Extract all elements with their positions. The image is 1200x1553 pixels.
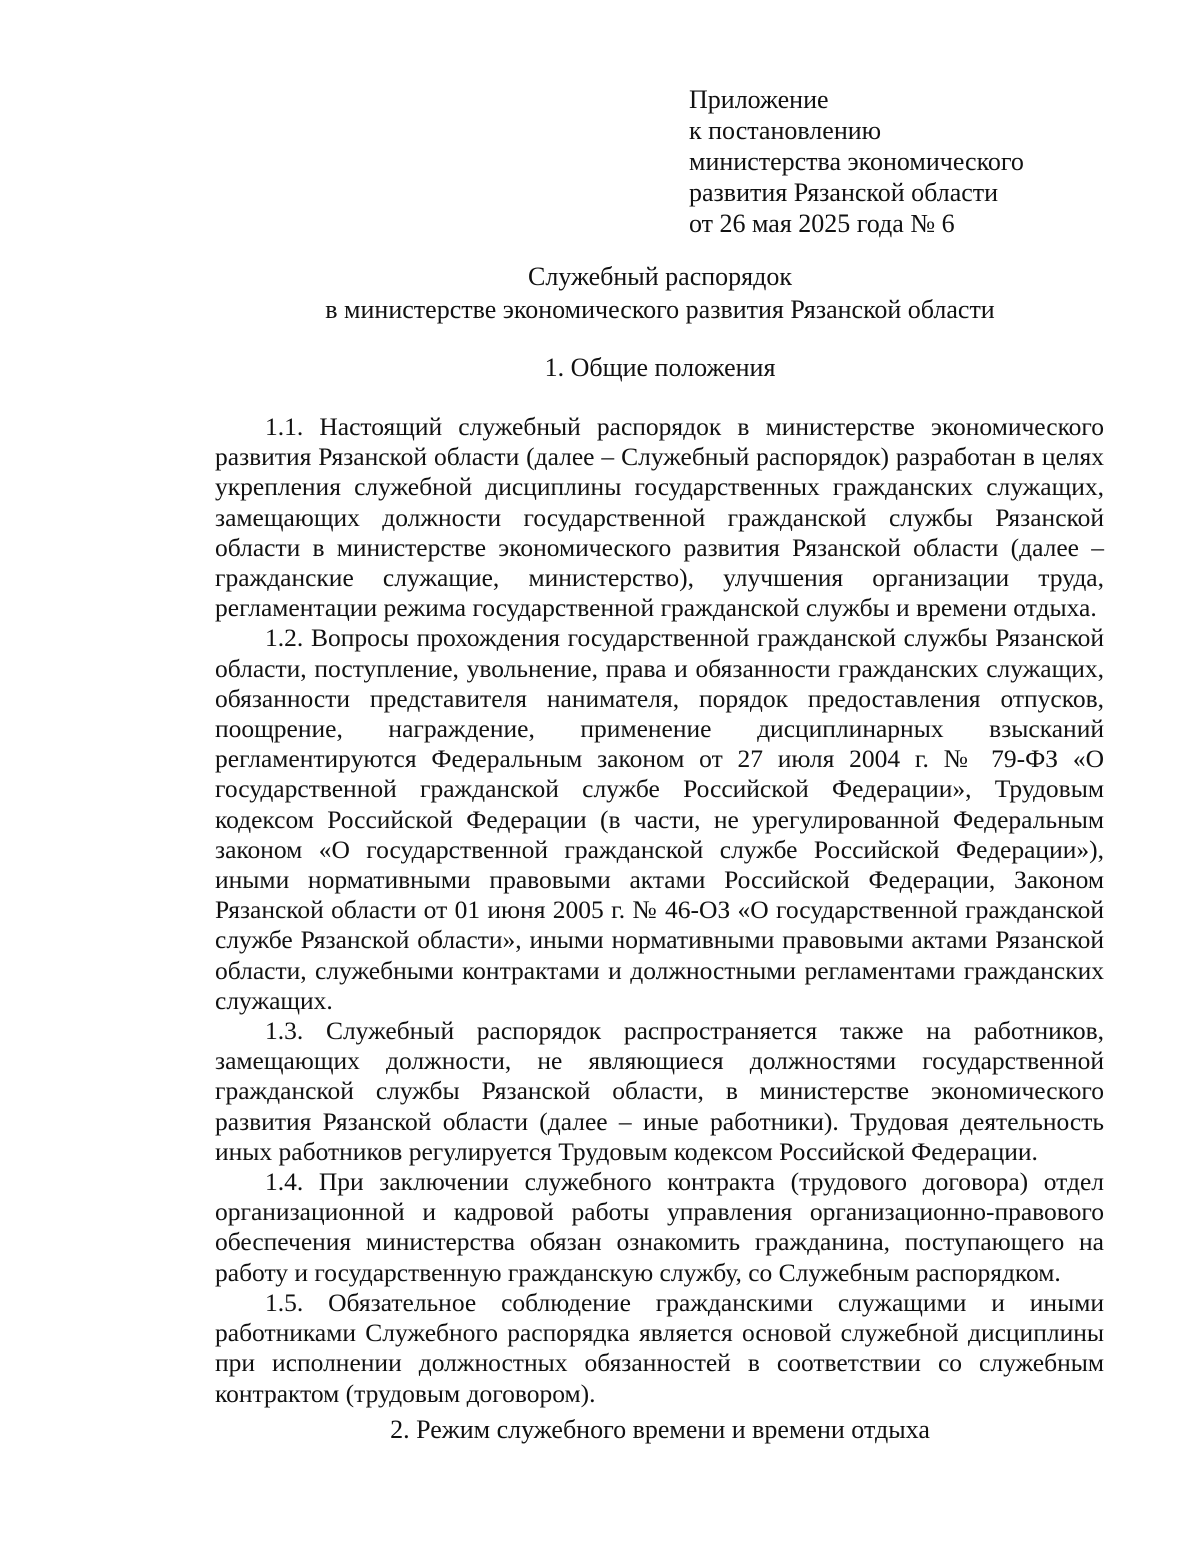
section-1-body <box>215 412 1104 1409</box>
section-2-heading: 2. Режим служебного времени и времени отдыха <box>390 1415 930 1444</box>
appendix-line: министерства экономического <box>689 147 1024 176</box>
paragraph-1-5: 1.5. Обязательное соблюдение гражданскими служащими и иными работниками Служебного распорядка является основой служебной дисциплины при исполнении должностных обязанностей в соответствии со служебным контрактом (трудовым договором). <box>215 1287 1104 1408</box>
section-1-heading: 1. Общие положения <box>544 353 776 382</box>
document-title: Служебный распорядок <box>528 262 792 291</box>
appendix-line: развития Рязанской области <box>689 178 999 207</box>
paragraph-1-3: 1.3. Служебный распорядок распространяется также на работников, замещающих должности, не являющиеся должностями государственной гражданской службы Рязанской области, в министерстве экономического развития Рязанской области (далее – иные работники). Трудовая деятельность иных работников регулируется Трудовым кодексом Российской Федерации. <box>215 1016 1104 1166</box>
appendix-line: от 26 мая 2025 года № 6 <box>689 209 955 238</box>
paragraph-1-2: 1.2. Вопросы прохождения государственной гражданской службы Рязанской области, поступление, увольнение, права и обязанности гражданских служащих, обязанности представителя нанимателя, порядок предоставления отпусков, поощрение, награждение, применение дисциплинарных взысканий регламентируются Федеральным законом от 27 июля 2004 г. № 79-ФЗ «О государственной гражданской службе Российской Федерации», Трудовым кодексом Российской Федерации (в части, не урегулированной Федеральным законом «О государственной гражданской службе Российской Федерации»), иными нормативными правовыми актами Российской Федерации, Законом Рязанской области от 01 июня 2005 г. № 46-ОЗ «О государственной гражданской службе Рязанской области», иными нормативными правовыми актами Рязанской области, служебными контрактами и должностными регламентами гражданских служащих. <box>215 623 1104 1015</box>
appendix-block <box>689 84 1024 239</box>
appendix-line: Приложение <box>689 85 829 114</box>
document-subtitle: в министерстве экономического развития Рязанской области <box>325 295 995 324</box>
paragraph-1-1: 1.1. Настоящий служебный распорядок в министерстве экономического развития Рязанской области (далее – Служебный распорядок) разработан в целях укрепления служебной дисциплины государственных гражданских служащих, замещающих должности государственной гражданской службы Рязанской области в министерстве экономического развития Рязанской области (далее – гражданские служащие, министерство), улучшения организации труда, регламентации режима государственной гражданской службы и времени отдыха. <box>215 412 1104 623</box>
appendix-line: к постановлению <box>689 116 882 145</box>
paragraph-1-4: 1.4. При заключении служебного контракта (трудового договора) отдел организационной и кадровой работы управления организационно-правового обеспечения министерства обязан ознакомить гражданина, поступающего на работу и государственную гражданскую службу, со Служебным распорядком. <box>215 1167 1104 1287</box>
